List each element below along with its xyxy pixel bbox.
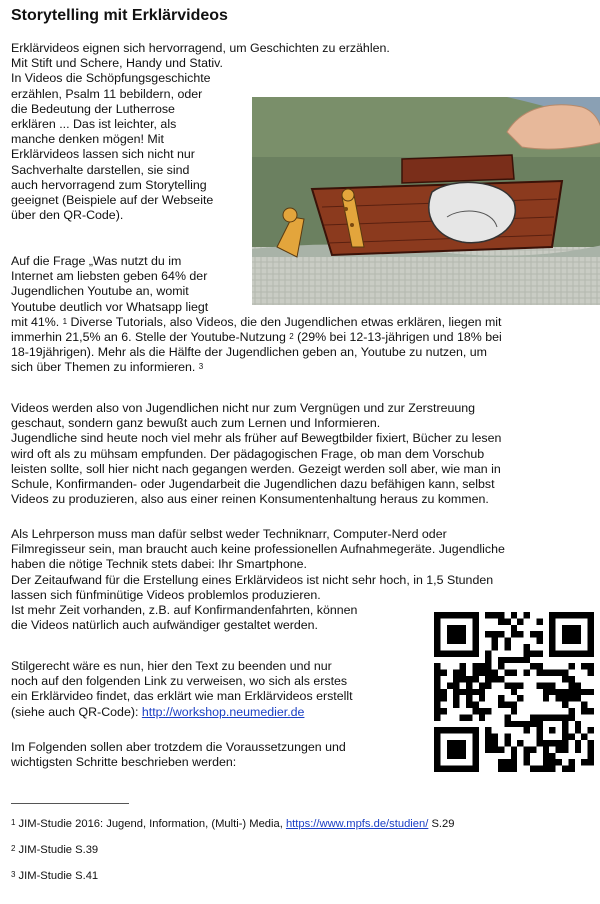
- paragraph-link: Stilgerecht wäre es nun, hier den Text zu beenden und nur noch auf den folgenden Link zu verweisen, wo sich als erstes ein Erklärvideo findet, das erklärt wie man Erklärvideos erstellt (siehe auch QR-Code): http://workshop.neumedier.de: [11, 659, 353, 719]
- paragraph-outro: Im Folgenden sollen aber trotzdem die Voraussetzungen und wichtigsten Schritte beschrieben werden:: [11, 740, 346, 770]
- page-title: Storytelling mit Erklärvideos: [11, 7, 228, 24]
- paragraph-requirements: Als Lehrperson muss man dafür selbst weder Techniknarr, Computer-Nerd oder Filmregisseur sein, man braucht auch keine professionellen Aufnahmegeräte. Jugendliche haben die nötige Technik stets dabei: Ihr Smartphone. Der Zeitaufwand für die Erstellung eines Erklärvideos ist nicht sehr hoch, in 1,5 Stunden lassen sich fünfminütige Videos problemlos produzieren. Ist mehr Zeit vorhanden, z.B. auf Konfirmandenfahrten, können die Videos natürlich auch aufwändiger gestaltet werden.: [11, 527, 505, 633]
- paragraph-youtube: Auf die Frage „Was nutzt du im Internet am liebsten geben 64% der Jugendlichen Youtube an, womit Youtube deutlich vor Whatsapp liegt mit 41%. $^1$ Diverse Tutorials, also Videos, die den Jugendlichen etwas erklären, liegen mit immerhin 21,5% an 6. Stelle der Youtube-Nutzung $^2$ (29% bei 12-13-jährigen und 18% bei 18-19jährigen). Mehr als die Hälfte der Jugendlichen geben an, Youtube zu nutzen, um sich über Themen zu informieren. $^3$: [11, 254, 502, 375]
- footnote-ref-3[interactable]: 3: [198, 362, 204, 372]
- document-page: [11, 0, 591, 904]
- workshop-link[interactable]: http://workshop.neumedier.de: [141, 704, 305, 719]
- footnote-ref-1[interactable]: 1: [62, 316, 68, 326]
- footnote-1: $^1$ JIM-Studie 2016: Jugend, Information, (Multi-) Media, https://www.mpfs.de/studien/ S.29: [11, 818, 455, 830]
- footnote-ref-2[interactable]: 2: [289, 332, 294, 342]
- mpfs-link[interactable]: https://www.mpfs.de/studien/: [285, 818, 429, 830]
- footnote-divider: [11, 803, 129, 804]
- qr-code: [434, 612, 594, 772]
- paragraph-intro: Erklärvideos eignen sich hervorragend, um Geschichten zu erzählen. Mit Stift und Schere, Handy und Stativ. In Videos die Schöpfungsgeschichte erzählen, Psalm 11 bebildern, oder die Bedeutung der Lutherrose erklären ... Das ist leichter, als manche denken mögen! Mit Erklärvideos lassen sich nicht nur Sachverhalte darstellen, sie sind auch hervorragend zum Storytelling geeignet (Beispiele auf der Webseite über den QR-Code).: [11, 41, 390, 223]
- footnote-3: $^3$ JIM-Studie S.41: [11, 870, 99, 882]
- paragraph-motivation: Videos werden also von Jugendlichen nicht nur zum Vergnügen und zur Zerstreuung geschaut, sondern ganz bewußt auch zum Lernen und Informieren. Jugendliche sind heute noch viel mehr als früher auf Bewegtbilder fixiert, Bücher zu lesen wird oft als zu mühsam empfunden. Der pädagogischen Frage, ob man dem Vorschub leisten sollte, soll hier nicht nach gegangen werden. Gezeigt werden soll aber, wie man in Schule, Konfirmanden- oder Jugendarbeit die Jugendlichen dazu befähigen kann, selbst Videos zu produzieren, also aus einer reinen Konsumentenhaltung heraus zu kommen.: [11, 401, 502, 507]
- footnote-2: $^2$ JIM-Studie S.39: [11, 844, 99, 856]
